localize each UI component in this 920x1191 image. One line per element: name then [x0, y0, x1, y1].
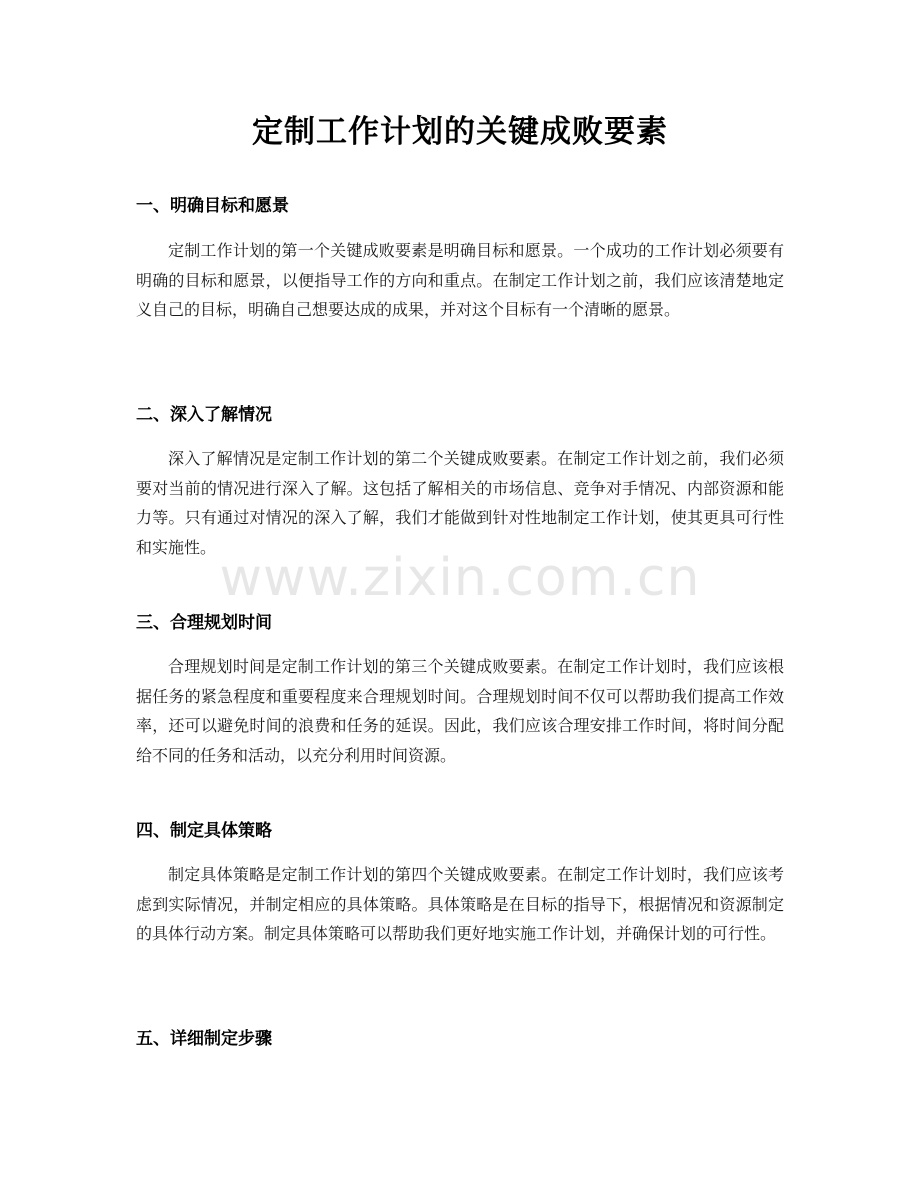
document-title: 定制工作计划的关键成败要素	[252, 114, 668, 150]
section-paragraph-3: 合理规划时间是定制工作计划的第三个关键成败要素。在制定工作计划时，我们应该根据任务的紧急程度和重要程度来合理规划时间。合理规划时间不仅可以帮助我们提高工作效率，还可以避免时间的浪费和任务的延误。因此，我们应该合理安排工作时间，将时间分配给不同的任务和活动，以充分利用时间资源。	[136, 657, 784, 765]
section-paragraph-4: 制定具体策略是定制工作计划的第四个关键成败要素。在制定工作计划时，我们应该考虑到实际情况，并制定相应的具体策略。具体策略是在目标的指导下，根据情况和资源制定的具体行动方案。制定具体策略可以帮助我们更好地实施工作计划，并确保计划的可行性。	[136, 865, 784, 943]
section-heading-5: 五、详细制定步骤	[136, 1029, 272, 1049]
watermark-text: www.zixin.com.cn	[219, 548, 701, 608]
section-heading-2: 二、深入了解情况	[136, 405, 272, 425]
section-paragraph-1: 定制工作计划的第一个关键成败要素是明确目标和愿景。一个成功的工作计划必须要有明确的目标和愿景，以便指导工作的方向和重点。在制定工作计划之前，我们应该清楚地定义自己的目标，明确自己想要达成的成果，并对这个目标有一个清晰的愿景。	[136, 241, 784, 319]
section-paragraph-2: 深入了解情况是定制工作计划的第二个关键成败要素。在制定工作计划之前，我们必须要对当前的情况进行深入了解。这包括了解相关的市场信息、竞争对手情况、内部资源和能力等。只有通过对情况的深入了解，我们才能做到针对性地制定工作计划，使其更具可行性和实施性。	[136, 449, 784, 557]
section-heading-1: 一、明确目标和愿景	[136, 196, 289, 216]
section-heading-3: 三、合理规划时间	[136, 613, 272, 633]
section-heading-4: 四、制定具体策略	[136, 821, 272, 841]
